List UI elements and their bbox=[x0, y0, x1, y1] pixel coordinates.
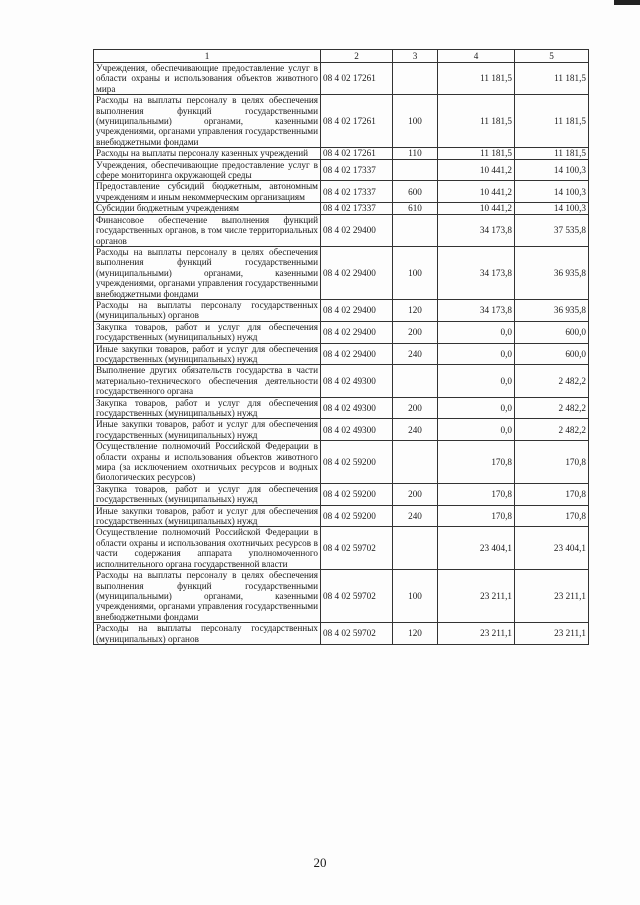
row-name-cell: Расходы на выплаты персоналу государственных (муниципальных) органов bbox=[94, 623, 321, 645]
table-row bbox=[94, 181, 589, 203]
page-number: 20 bbox=[313, 855, 327, 870]
row-code-cell: 08 4 02 17337 bbox=[321, 181, 393, 203]
row-amount-col5-cell: 14 100,3 bbox=[515, 181, 589, 203]
table-row bbox=[94, 95, 589, 148]
table-row bbox=[94, 63, 589, 95]
row-name-cell: Осуществление полномочий Российской Федерации в области охраны и использования охотничьих ресурсов в части содержания аппарата уполномоченного исполнительного органа государственной власти bbox=[94, 527, 321, 570]
row-amount-col4-cell: 170,8 bbox=[438, 483, 515, 505]
row-code-cell: 08 4 02 29400 bbox=[321, 343, 393, 365]
row-expense-type-cell: 240 bbox=[393, 505, 438, 527]
budget-table bbox=[93, 49, 589, 645]
row-name-cell: Закупка товаров, работ и услуг для обеспечения государственных (муниципальных) нужд bbox=[94, 397, 321, 419]
row-expense-type-cell bbox=[393, 159, 438, 181]
row-amount-col4-cell: 23 211,1 bbox=[438, 623, 515, 645]
row-expense-type-cell: 100 bbox=[393, 246, 438, 299]
row-amount-col5-cell: 170,8 bbox=[515, 505, 589, 527]
row-expense-type-cell: 100 bbox=[393, 570, 438, 623]
table-row bbox=[94, 246, 589, 299]
row-name-cell: Расходы на выплаты персоналу государственных (муниципальных) органов bbox=[94, 299, 321, 321]
row-amount-col5-cell: 2 482,2 bbox=[515, 419, 589, 441]
row-name-cell: Предоставление субсидий бюджетным, автономным учреждениям и иным некоммерческим организациям bbox=[94, 181, 321, 203]
row-amount-col4-cell: 170,8 bbox=[438, 505, 515, 527]
column-header-5: 5 bbox=[515, 50, 589, 63]
row-code-cell: 08 4 02 17337 bbox=[321, 159, 393, 181]
row-code-cell: 08 4 02 59702 bbox=[321, 623, 393, 645]
row-name-cell: Расходы на выплаты персоналу казенных учреждений bbox=[94, 148, 321, 159]
row-amount-col4-cell: 23 211,1 bbox=[438, 570, 515, 623]
row-code-cell: 08 4 02 29400 bbox=[321, 321, 393, 343]
row-amount-col4-cell: 170,8 bbox=[438, 441, 515, 484]
row-code-cell: 08 4 02 17261 bbox=[321, 95, 393, 148]
table-row bbox=[94, 148, 589, 159]
row-amount-col5-cell: 11 181,5 bbox=[515, 95, 589, 148]
row-code-cell: 08 4 02 59702 bbox=[321, 527, 393, 570]
table-row bbox=[94, 623, 589, 645]
row-amount-col4-cell: 34 173,8 bbox=[438, 214, 515, 246]
row-code-cell: 08 4 02 29400 bbox=[321, 299, 393, 321]
row-amount-col5-cell: 14 100,3 bbox=[515, 159, 589, 181]
row-expense-type-cell: 200 bbox=[393, 397, 438, 419]
row-amount-col4-cell: 0,0 bbox=[438, 419, 515, 441]
row-code-cell: 08 4 02 17261 bbox=[321, 148, 393, 159]
column-header-3: 3 bbox=[393, 50, 438, 63]
row-amount-col4-cell: 23 404,1 bbox=[438, 527, 515, 570]
row-amount-col5-cell: 23 211,1 bbox=[515, 623, 589, 645]
row-name-cell: Расходы на выплаты персоналу в целях обеспечения выполнения функций государственными (муниципальными) органами, казенными учреждениями, органами управления государственными внебюджетными фондами bbox=[94, 95, 321, 148]
row-amount-col5-cell: 170,8 bbox=[515, 441, 589, 484]
row-code-cell: 08 4 02 49300 bbox=[321, 397, 393, 419]
table-row bbox=[94, 505, 589, 527]
table-row bbox=[94, 419, 589, 441]
row-name-cell: Иные закупки товаров, работ и услуг для обеспечения государственных (муниципальных) нужд bbox=[94, 343, 321, 365]
column-header-1: 1 bbox=[94, 50, 321, 63]
table-row bbox=[94, 159, 589, 181]
row-code-cell: 08 4 02 29400 bbox=[321, 214, 393, 246]
row-expense-type-cell: 200 bbox=[393, 321, 438, 343]
row-expense-type-cell bbox=[393, 527, 438, 570]
table-row bbox=[94, 343, 589, 365]
row-expense-type-cell bbox=[393, 365, 438, 397]
row-name-cell: Выполнение других обязательств государства в части материально-технического обеспечения деятельности государственного органа bbox=[94, 365, 321, 397]
table-row bbox=[94, 299, 589, 321]
column-header-2: 2 bbox=[321, 50, 393, 63]
column-header-4: 4 bbox=[438, 50, 515, 63]
row-expense-type-cell: 240 bbox=[393, 343, 438, 365]
table-row bbox=[94, 397, 589, 419]
row-code-cell: 08 4 02 17337 bbox=[321, 203, 393, 214]
row-expense-type-cell bbox=[393, 441, 438, 484]
row-expense-type-cell: 110 bbox=[393, 148, 438, 159]
row-name-cell: Иные закупки товаров, работ и услуг для обеспечения государственных (муниципальных) нужд bbox=[94, 419, 321, 441]
row-amount-col4-cell: 0,0 bbox=[438, 321, 515, 343]
row-amount-col5-cell: 23 211,1 bbox=[515, 570, 589, 623]
row-expense-type-cell: 200 bbox=[393, 483, 438, 505]
row-amount-col4-cell: 10 441,2 bbox=[438, 203, 515, 214]
scan-corner-mark bbox=[614, 0, 640, 5]
table-row bbox=[94, 203, 589, 214]
row-expense-type-cell: 100 bbox=[393, 95, 438, 148]
row-amount-col4-cell: 34 173,8 bbox=[438, 246, 515, 299]
row-name-cell: Закупка товаров, работ и услуг для обеспечения государственных (муниципальных) нужд bbox=[94, 321, 321, 343]
row-amount-col5-cell: 600,0 bbox=[515, 321, 589, 343]
row-amount-col5-cell: 2 482,2 bbox=[515, 365, 589, 397]
row-expense-type-cell: 610 bbox=[393, 203, 438, 214]
row-expense-type-cell: 120 bbox=[393, 623, 438, 645]
row-code-cell: 08 4 02 59200 bbox=[321, 505, 393, 527]
row-code-cell: 08 4 02 59200 bbox=[321, 441, 393, 484]
row-amount-col4-cell: 0,0 bbox=[438, 365, 515, 397]
table-row bbox=[94, 321, 589, 343]
row-amount-col4-cell: 11 181,5 bbox=[438, 148, 515, 159]
row-amount-col5-cell: 14 100,3 bbox=[515, 203, 589, 214]
row-expense-type-cell: 120 bbox=[393, 299, 438, 321]
row-amount-col5-cell: 11 181,5 bbox=[515, 63, 589, 95]
row-name-cell: Субсидии бюджетным учреждениям bbox=[94, 203, 321, 214]
row-amount-col4-cell: 34 173,8 bbox=[438, 299, 515, 321]
row-amount-col4-cell: 0,0 bbox=[438, 343, 515, 365]
table-row bbox=[94, 365, 589, 397]
row-amount-col5-cell: 37 535,8 bbox=[515, 214, 589, 246]
row-expense-type-cell bbox=[393, 214, 438, 246]
row-amount-col5-cell: 23 404,1 bbox=[515, 527, 589, 570]
row-name-cell: Осуществление полномочий Российской Федерации в области охраны и использования объектов животного мира (за исключением охотничьих ресурсов и водных биологических ресурсов) bbox=[94, 441, 321, 484]
row-code-cell: 08 4 02 49300 bbox=[321, 419, 393, 441]
row-name-cell: Финансовое обеспечение выполнения функций государственных органов, в том числе территориальных органов bbox=[94, 214, 321, 246]
table-row bbox=[94, 483, 589, 505]
row-amount-col5-cell: 11 181,5 bbox=[515, 148, 589, 159]
row-expense-type-cell: 600 bbox=[393, 181, 438, 203]
row-amount-col4-cell: 11 181,5 bbox=[438, 63, 515, 95]
row-code-cell: 08 4 02 59200 bbox=[321, 483, 393, 505]
row-name-cell: Расходы на выплаты персоналу в целях обеспечения выполнения функций государственными (муниципальными) органами, казенными учреждениями, органами управления государственными внебюджетными фондами bbox=[94, 246, 321, 299]
table-row bbox=[94, 527, 589, 570]
table-row bbox=[94, 570, 589, 623]
row-name-cell: Учреждения, обеспечивающие предоставление услуг в области охраны и использования объектов животного мира bbox=[94, 63, 321, 95]
row-expense-type-cell: 240 bbox=[393, 419, 438, 441]
row-amount-col4-cell: 10 441,2 bbox=[438, 159, 515, 181]
table-header-row bbox=[94, 50, 589, 63]
row-code-cell: 08 4 02 17261 bbox=[321, 63, 393, 95]
table-row bbox=[94, 214, 589, 246]
row-amount-col5-cell: 2 482,2 bbox=[515, 397, 589, 419]
row-code-cell: 08 4 02 59702 bbox=[321, 570, 393, 623]
row-name-cell: Иные закупки товаров, работ и услуг для обеспечения государственных (муниципальных) нужд bbox=[94, 505, 321, 527]
row-code-cell: 08 4 02 29400 bbox=[321, 246, 393, 299]
row-expense-type-cell bbox=[393, 63, 438, 95]
row-name-cell: Расходы на выплаты персоналу в целях обеспечения выполнения функций государственными (муниципальными) органами, казенными учреждениями, органами управления государственными внебюджетными фондами bbox=[94, 570, 321, 623]
row-name-cell: Учреждения, обеспечивающие предоставление услуг в сфере мониторинга окружающей среды bbox=[94, 159, 321, 181]
row-amount-col5-cell: 170,8 bbox=[515, 483, 589, 505]
row-name-cell: Закупка товаров, работ и услуг для обеспечения государственных (муниципальных) нужд bbox=[94, 483, 321, 505]
row-amount-col4-cell: 0,0 bbox=[438, 397, 515, 419]
table-body bbox=[94, 63, 589, 645]
table-row bbox=[94, 441, 589, 484]
row-amount-col4-cell: 11 181,5 bbox=[438, 95, 515, 148]
row-code-cell: 08 4 02 49300 bbox=[321, 365, 393, 397]
row-amount-col5-cell: 600,0 bbox=[515, 343, 589, 365]
row-amount-col5-cell: 36 935,8 bbox=[515, 246, 589, 299]
row-amount-col5-cell: 36 935,8 bbox=[515, 299, 589, 321]
row-amount-col4-cell: 10 441,2 bbox=[438, 181, 515, 203]
